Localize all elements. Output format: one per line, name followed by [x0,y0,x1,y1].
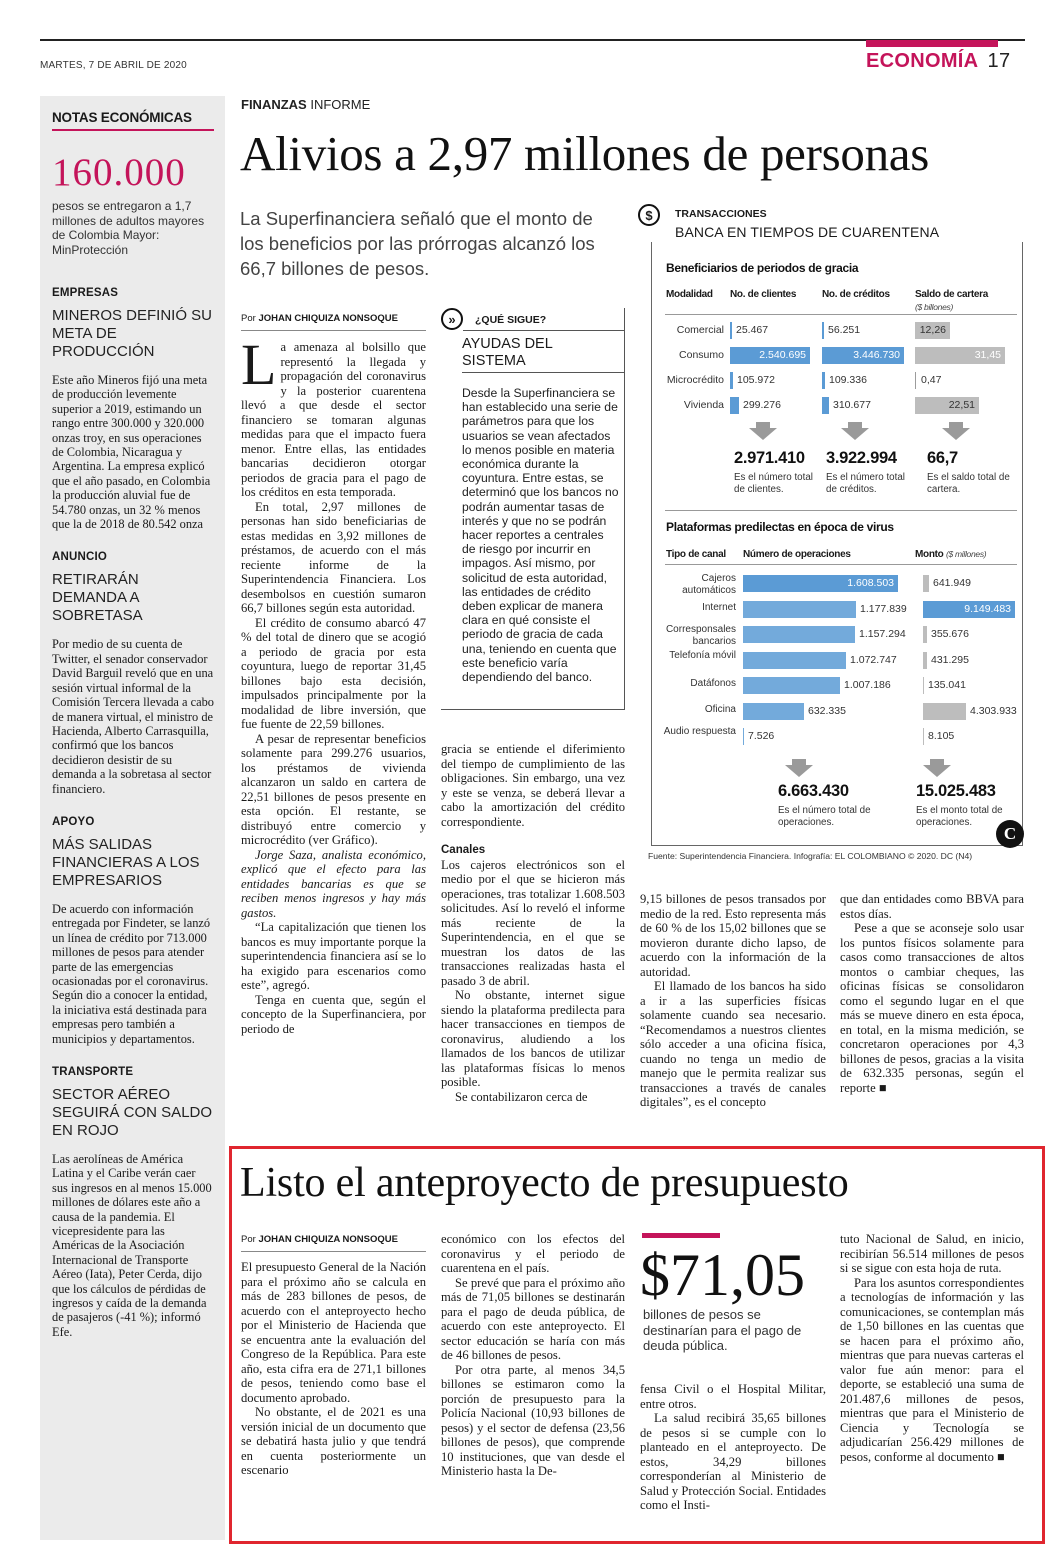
para-col2b-1: No obstante, internet sigue siendo la plataforma predilecta para hacer transacciones en tiempos de coronavirus, aludiendo a los llamados de los bancos de utilizar las plataformas físicas lo menos posible. [441,988,625,1089]
chart2-ops-bar [743,728,744,745]
end-mark: ■ [875,1080,887,1095]
article-col-4 [840,892,1024,1095]
table1-value: 105.972 [737,374,775,386]
note-body: Por medio de su cuenta de Twitter, el senador conservador David Barguil reveló que en una sesión virtual informal de la Comisión Tercera llevada a cabo de manera virtual, el ministro de Hacienda, Alberto Carrasquilla, confirmó que los bancos decidieron desistir de su demanda a la sobretasa al sector financiero. [52,637,214,796]
table1-bar [730,322,732,339]
table1-row-label: Comercial [676,324,724,336]
para-0 [241,332,426,500]
chart2-col-monto [915,549,986,560]
sigue-title: AYUDAS DEL SISTEMA [462,336,553,369]
para-4: Jorge Saza, analista económico, explicó que el efecto para las entidades bancarias es que se reciben menos ingresos y hay más gastos. [241,847,426,920]
total-desc: Es el número total de clientes. [734,472,813,495]
chart2-ops-value: 7.526 [748,730,775,742]
chart2-ops-bar [743,601,856,618]
chart2-monto-value: 355.676 [931,628,969,640]
chart2-ops-value: 1.608.503 [847,577,894,589]
chart2-col-ops: Número de operaciones [743,549,851,560]
note-head: TRANSPORTE [52,1066,134,1078]
chart2-monto-unit: ($ millones) [945,549,987,559]
a2-para-3: Se prevé que para el próximo año más de 71,05 billones se destinarán para el pago de deuda pública, de acuerdo con este anteproyecto. El sector educación se haría con más de 46 billones de pesos. [441,1275,625,1362]
para-col2b-2: Se contabilizaron cerca de [455,1089,588,1104]
total-value: 2.971.410 [734,449,805,467]
a2-para-6: La salud recibirá 35,65 billones de pesos si se cumple con lo planteado en el anteproyecto. De estos, 34,29 billones corresponderían al Ministerio de Salud y Protección Social. Entidades como el Insti- [640,1411,826,1512]
sidebar-bignum-desc: pesos se entregaron a 1,7 millones de adultos mayores de Colombia Mayor: MinProtección [52,199,205,257]
a2-para-0: El presupuesto General de la Nación para el próximo año se calcula en más de 283 billones de pesos, de acuerdo con el anteproyecto hecho por el Ministerio de Hacienda que se encuentra ante la evaluación del Congreso de la República. Para este año, esta cifra era de 271,1 billones de pesos, teniendo como base el documento aprobado. [241,1260,426,1405]
note-title: MÁS SALIDAS FINANCIERAS A LOS EMPRESARIOS [52,835,200,889]
note-title: RETIRARÁN DEMANDA A SOBRETASA [52,571,143,625]
chart2-ops-bar [743,626,855,643]
table1-header-rule [665,314,1017,315]
chart2-row-label: Oficina [704,703,736,715]
note-head: ANUNCIO [52,551,108,564]
a2-para-2: económico con los efectos del coronavirus y el periodo de cuarentena en el país. [441,1232,625,1275]
chart2-ops-value: 1.177.839 [860,602,907,615]
para-col2b-0: Los cajeros electrónicos son el medio por el que se hicieron más operaciones, tras totalizar 1.608.503 solicitudes. Así lo reveló el informe más reciente de la Superintendencia, en el que se muestran los datos de las transacciones realizadas hasta el pasado 3 de abril. [441,857,625,988]
chart2-monto-bar [923,703,966,720]
total-value: 15.025.483 [916,782,996,800]
chart2-row-label: Internet [702,601,736,613]
arrow-down-icon [749,428,777,440]
table1-value: 22,51 [948,399,975,411]
para-0-text: a amenaza al bolsillo que representó la llegada y propagación del coronavirus y la posterior cuarentena llevó a que desde el sector financiero se tomaran algunas medidas para que el impacto fuera menor. Entre ellas, las entidades bancarias decidieron otorgar periodos de gracia para el pago de los créditos en esta temporada. [241,340,426,499]
article2-bignum-desc: billones de pesos se destinarían para el pago de deuda pública. [643,1307,802,1353]
table1-bar [822,322,824,339]
para-col4-0: que dan entidades como BBVA para estos días. [840,892,1024,921]
chart2-row-label: Telefonía móvil [669,649,736,661]
article2-bignum: $71,05 [640,1242,805,1308]
chart2-col-monto-label: Monto [915,549,944,560]
chart2-monto-value: 4.303.933 [970,704,1017,717]
note-body: Este año Mineros fijó una meta de producción levemente superior a 2019, estimando un rango entre 300.000 y 320.000 onzas troy, en sus operaciones de Colombia, Nicaragua y Argentina. La empresa explicó que el año pasado, en Colombia la producción aluvial fue de 54.780 onzas, un 32 % menos que la de 2018 de 80.542 onza [52,373,211,532]
chevron-icon: » [441,308,463,330]
table1-value: 3.446.730 [853,349,900,361]
infographic-title: BANCA EN TIEMPOS DE CUARENTENA [675,224,940,240]
page-number: 17 [987,50,1011,72]
total-desc: Es el número total de operaciones. [778,805,871,828]
table1-row-label: Vivienda [683,399,724,411]
sidebar-note-anuncio [52,551,214,795]
sidebar-note-transporte [52,1066,214,1339]
table1-value: 25.467 [736,324,769,336]
byline-prefix: Por [241,1234,256,1245]
table1-col-creditos: No. de créditos [822,289,890,300]
chart2-row-label: Audio respuesta [663,726,736,737]
chart2-title: Plataformas predilectas en época de virus [666,520,894,534]
total-value: 3.922.994 [826,449,897,467]
table1-value: 109.336 [829,374,867,386]
table1-title: Beneficiarios de periodos de gracia [666,261,859,275]
a2-para-8: Para los asuntos correspondientes a tecnologías de información y las comunicaciones, se contemplan más de 1,50 billones en las cuentas que se hacen para el próximo año, mientras que para nuevas carteras el valor fue aún menor: para el deporte, se estableció una suma de 201.487,6 millones de pesos, mientras que para el Ministerio de Ciencia y Tecnología se adjudicarían 256.429 millones de pesos, conforme al documento ■ [840,1275,1024,1464]
table1-value: 0,47 [921,374,942,386]
para-6: Tenga en cuenta que, según el concepto de la Superfinanciera, por periodo de [241,992,426,1036]
masthead-date: MARTES, 7 DE ABRIL DE 2020 [40,60,187,71]
byline-author: JOHAN CHIQUIZA NONSOQUE [258,313,398,324]
kicker-label: INFORME [310,97,371,112]
arrow-down-icon [942,428,970,440]
para-1: En total, 2,97 millones de personas han sido beneficiarias de estas medidas en 3,92 millones de préstamos, de acuerdo con el más reciente informe de la Superintendencia Financiera. Los desembolsos en cuestión sumaron 66,7 billones según esta autoridad. [241,499,426,615]
sidebar-note-apoyo [52,816,214,1046]
chart2-monto-value: 135.041 [928,679,966,691]
article2-col-4 [840,1232,1024,1464]
article-col-3 [640,892,826,1110]
table1-bar [730,372,733,389]
section-label: ECONOMÍA [866,50,978,72]
a2-para-4: Por otra parte, al menos 34,5 billones se estimaron como la porción de presupuesto para la Policía Nacional (10,93 billones de pesos) y el sector de defensa (23,56 billones de pesos), que comprende 10 instituciones, que van desde el Ministerio hasta la De- [441,1362,625,1478]
arrow-down-icon [785,765,813,777]
chart2-monto-bar [923,575,929,592]
chart2-row-label: Corresponsales bancarios [665,624,736,647]
table1-bar [822,372,825,389]
para-5: “La capitalización que tienen los bancos es muy importante porque la superintendencia financiera así se lo ha exigido para escenarios como este”, agregó. [241,920,426,992]
para-col2-0: gracia se entiende el diferimiento del tiempo de cumplimiento de las obligaciones. Sin embargo, una vez y este se venza, se deberá llevar a cabo la amortización del crédito correspondiente. [441,742,625,829]
table1-value: 299.276 [743,399,781,411]
dollar-icon: $ [638,204,660,226]
section-tab [866,40,998,47]
sidebar-header: NOTAS ECONÓMICAS [52,110,214,131]
para-col3-0: 9,15 billones de pesos transados por medio de la red. Esto representa más de 60 % de los 15,02 billones que se movieron durante dicho lapso, de acuerdo con la información de la autoridad. [640,892,826,979]
a2-para-5: fensa Civil o el Hospital Militar, entre otros. [640,1382,826,1411]
sigue-title-rule [462,372,625,373]
total-desc: Es el número total de créditos. [826,472,905,495]
note-title: SECTOR AÉREO SEGUIRÁ CON SALDO EN ROJO [52,1086,213,1139]
chart2-monto-bar [923,728,924,745]
article-headline: Alivios a 2,97 millones de personas [240,126,930,181]
chart2-ops-bar [743,677,840,694]
sigue-body: Desde la Superfinanciera se han establecido una serie de parámetros para que los usuarios se vean afectados lo menos posible en materia económica durante la coyuntura. Entre estas, se determinó que los bancos no podrán aumentar tasas de interés y que no se podrán hacer reportes a centrales de riesgo por incurrir en impagos. Así mismo, por solicitud de esta autoridad, las entidades de crédito deben explicar de manera clara en qué consiste el periodo de gracia de cada una, teniendo en cuenta que este beneficio varía dependiendo del banco. [462,386,619,685]
total-value: 66,7 [927,449,958,467]
table1-value: 12,26 [919,324,946,336]
canales-subhead: Canales [441,844,486,856]
chart2-row-label: Datáfonos [690,678,736,689]
byline-prefix: Por [241,313,256,324]
table1-col-modalidad: Modalidad [666,289,713,300]
chart2-col-canal: Tipo de canal [666,549,726,560]
arrow-down-icon [923,765,951,777]
section-name [866,50,1010,73]
article-col-2 [441,742,625,1104]
table1-value: 2.540.695 [759,349,806,361]
infographic-label: TRANSACCIONES [675,208,767,220]
note-title: MINEROS DEFINIÓ SU META DE PRODUCCIÓN [52,307,213,360]
infographic-source: Fuente: Superintendencia Financiera. Infografía: EL COLOMBIANO © 2020. DC (N4) [648,851,973,861]
note-head: EMPRESAS [52,287,119,299]
article-deck: La Superfinanciera señaló que el monto de los beneficios por las prórrogas alcanzó los 66,7 billones de pesos. [240,208,595,279]
table1-value: 31,45 [974,349,1001,361]
infographic [638,200,1028,850]
table1-value: 56.251 [828,324,861,336]
article-kicker [241,97,370,112]
total-value: 6.663.430 [778,782,849,800]
para-3: A pesar de representar beneficios solamente para 299.276 usuarios, los préstamos de vivienda alcanzaron un saldo en cartera de 22,51 billones de pesos presente en esta opción. El restante, se distribuyó entre comercio y microcrédito (ver Gráfico). [241,731,426,847]
article2-col-1 [241,1260,426,1478]
chart2-rule [665,510,1017,511]
table1-bar [822,397,829,414]
article2-headline: Listo el anteproyecto de presupuesto [240,1160,849,1206]
article2-byline [241,1234,426,1252]
el-colombiano-logo: C [996,820,1024,848]
que-sigue-box [441,308,625,710]
table1-bar [915,372,916,389]
article2-col-3 [640,1382,826,1513]
chart2-monto-value: 9.149.483 [964,602,1011,615]
chart2-ops-value: 1.072.747 [850,653,897,666]
end-mark: ■ [993,1449,1005,1464]
sidebar-bignum: 160.000 [52,151,186,194]
arrow-down-icon [841,428,869,440]
byline-author: JOHAN CHIQUIZA NONSOQUE [258,1234,398,1245]
table1-row-label: Consumo [679,349,724,361]
table1-col-clientes: No. de clientes [730,289,797,300]
article-col-1 [241,332,426,1036]
chart2-header-rule [665,564,1017,565]
para-2: El crédito de consumo abarcó 47 % del total de dinero que se acogió a periodo de gracia por esta coyuntura, luego de reportar 31,45 billones bajo esta decisión, impulsados principalmente por la modalidad de libre inversión, que fue fuente de 22,59 billones. [241,615,426,731]
para-col4-1: Pese a que se aconseje solo usar los puntos físicos solamente para casos como transacciones de altos montos o cambiar cheques, las oficinas físicas se consolidaron como el segundo lugar en el que más se mueve dinero en esta época, en total, en la misma medición, se concretaron operaciones por 4,3 billones de pesos, gracias a la visita de 632.335 personas, según el reporte ■ [840,921,1024,1095]
chart2-monto-value: 641.949 [933,577,971,589]
table1-col-saldo: Saldo de cartera [915,289,989,300]
kicker-bold: FINANZAS [241,97,307,112]
para-col3-1: El llamado de los bancos ha sido a ir a las superficies físicas solamente cuando sea necesario. “Recomendamos a nuestros clientes sólo acceder a una oficina física, cuando no tenga un medio de manejo que le permita realizar sus transacciones a través de canales digitales”, es el concepto [640,979,826,1109]
chart2-monto-bar [923,677,924,694]
total-desc: Es el monto total de operaciones. [916,805,1003,828]
article2-col-2 [441,1232,625,1479]
a2-para-7: tuto Nacional de Salud, en inicio, recibirían 56.514 millones de pesos si se sigue con esta hoja de ruta. [840,1232,1024,1275]
chart2-monto-value: 8.105 [928,730,955,742]
bignum-accent-rule [642,1233,720,1238]
chart2-ops-value: 632.335 [808,704,846,717]
note-head: APOYO [52,815,95,828]
table1-saldo-unit: ($ billones) [915,302,953,312]
chart2-ops-value: 1.007.186 [844,679,891,691]
table1-bar [730,397,739,414]
chart2-ops-bar [743,703,804,720]
chart2-row-label: Cajeros automáticos [682,573,736,596]
chart2-monto-bar [923,652,927,669]
chart2-monto-value: 431.295 [931,653,969,666]
table1-value: 310.677 [833,399,871,411]
a2-para-1: No obstante, el de 2021 es una versión inicial de un documento que se debatirá hasta julio y que tendrá en cuenta posteriormente un escenario [241,1405,426,1477]
sigue-rule [463,330,625,331]
chart2-ops-bar [743,652,846,669]
table1-row-label: Microcrédito [666,374,724,386]
dropcap: L [241,332,277,397]
note-body: De acuerdo con información entregada por Findeter, se lanzó un línea de crédito por 713.000 millones de pesos para atender parte de las emergencias ocasionadas por el coronavirus. Según dio a conocer la entidad, la iniciativa está destinada para empresas pero también a municipios y departamentos. [52,901,211,1046]
byline [241,313,426,331]
total-desc: Es el saldo total de cartera. [927,472,1010,495]
chart2-ops-value: 1.157.294 [859,628,906,640]
chart2-monto-bar [923,626,927,643]
sidebar-note-empresas [52,287,214,531]
sigue-label: ¿QUÉ SIGUE? [475,314,547,326]
note-body: Las aerolíneas de América Latina y el Caribe verán caer sus ingresos en al menos 15.000 millones de dólares este año a causa de la pandemia. El vicepresidente para las Américas de la Asociación Internacional de Transporte Aéreo (Iata), Peter Cerda, dijo que los cálculos de pérdidas de ingresos y caída de la demanda de pasajeros (-41 %); informó Efe. [52,1152,212,1339]
sidebar-content [52,110,214,1339]
